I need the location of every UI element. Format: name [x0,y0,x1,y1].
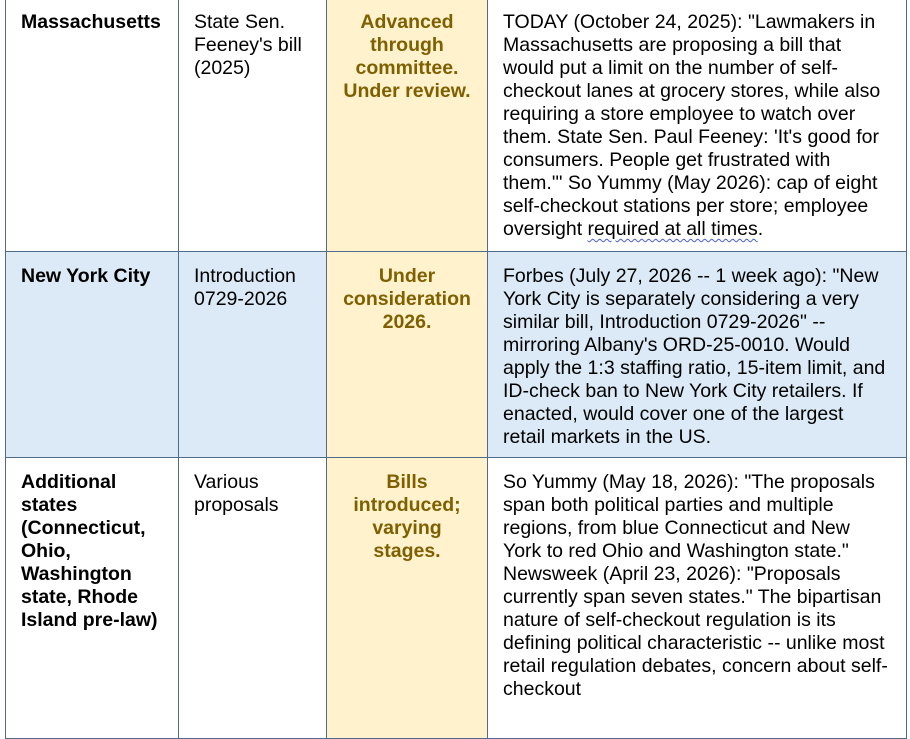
measure-cell: Various proposals [179,458,327,739]
notes-text-end: . [757,218,764,240]
status-cell: Under consideration 2026. [327,252,488,458]
notes-cell: Forbes (July 27, 2026 -- 1 week ago): "New York City is separately considering a very similar bill, Introduction 0729-2026" -- mirroring Albany's ORD-25-0010. Would apply the 1:3 staffing ratio, 15-item limit, and ID-check ban to New York City retailers. If enacted, would cover one of the largest retail markets in the US. [488,252,907,458]
legislation-table [5,0,907,739]
measure-cell: Introduction 0729-2026 [179,252,327,458]
status-cell: Bills introduced; varying stages. [327,458,488,739]
table-row [6,0,907,252]
jurisdiction-cell: Additional states (Connecticut, Ohio, Washington state, Rhode Island pre-law) [6,458,179,739]
notes-text: TODAY (October 24, 2025): "Lawmakers in Massachusetts are proposing a bill that would put a limit on the number of self-checkout lanes at grocery stores, while also requiring a store employee to watch over them. State Sen. Paul Feeney: 'It's good for consumers. People get frustrated with them.'" So Yummy (May 2026): cap of eight self-checkout stations per store; employee oversight [503,11,881,240]
jurisdiction-cell: Massachusetts [6,0,179,252]
jurisdiction-cell: New York City [6,252,179,458]
measure-cell: State Sen. Feeney's bill (2025) [179,0,327,252]
table-row [6,458,907,739]
table-row [6,252,907,458]
notes-cell [488,0,907,252]
notes-cell: So Yummy (May 18, 2026): "The proposals span both political parties and multiple regions, from blue Connecticut and New York to red Ohio and Washington state." Newsweek (April 23, 2026): "Proposals currently span seven states." The bipartisan nature of self-checkout regulation is its defining political characteristic -- unlike most retail regulation debates, concern about self-checkout [488,458,907,739]
grammar-flagged-text[interactable]: required at all times [587,218,758,240]
status-cell: Advanced through committee. Under review. [327,0,488,252]
